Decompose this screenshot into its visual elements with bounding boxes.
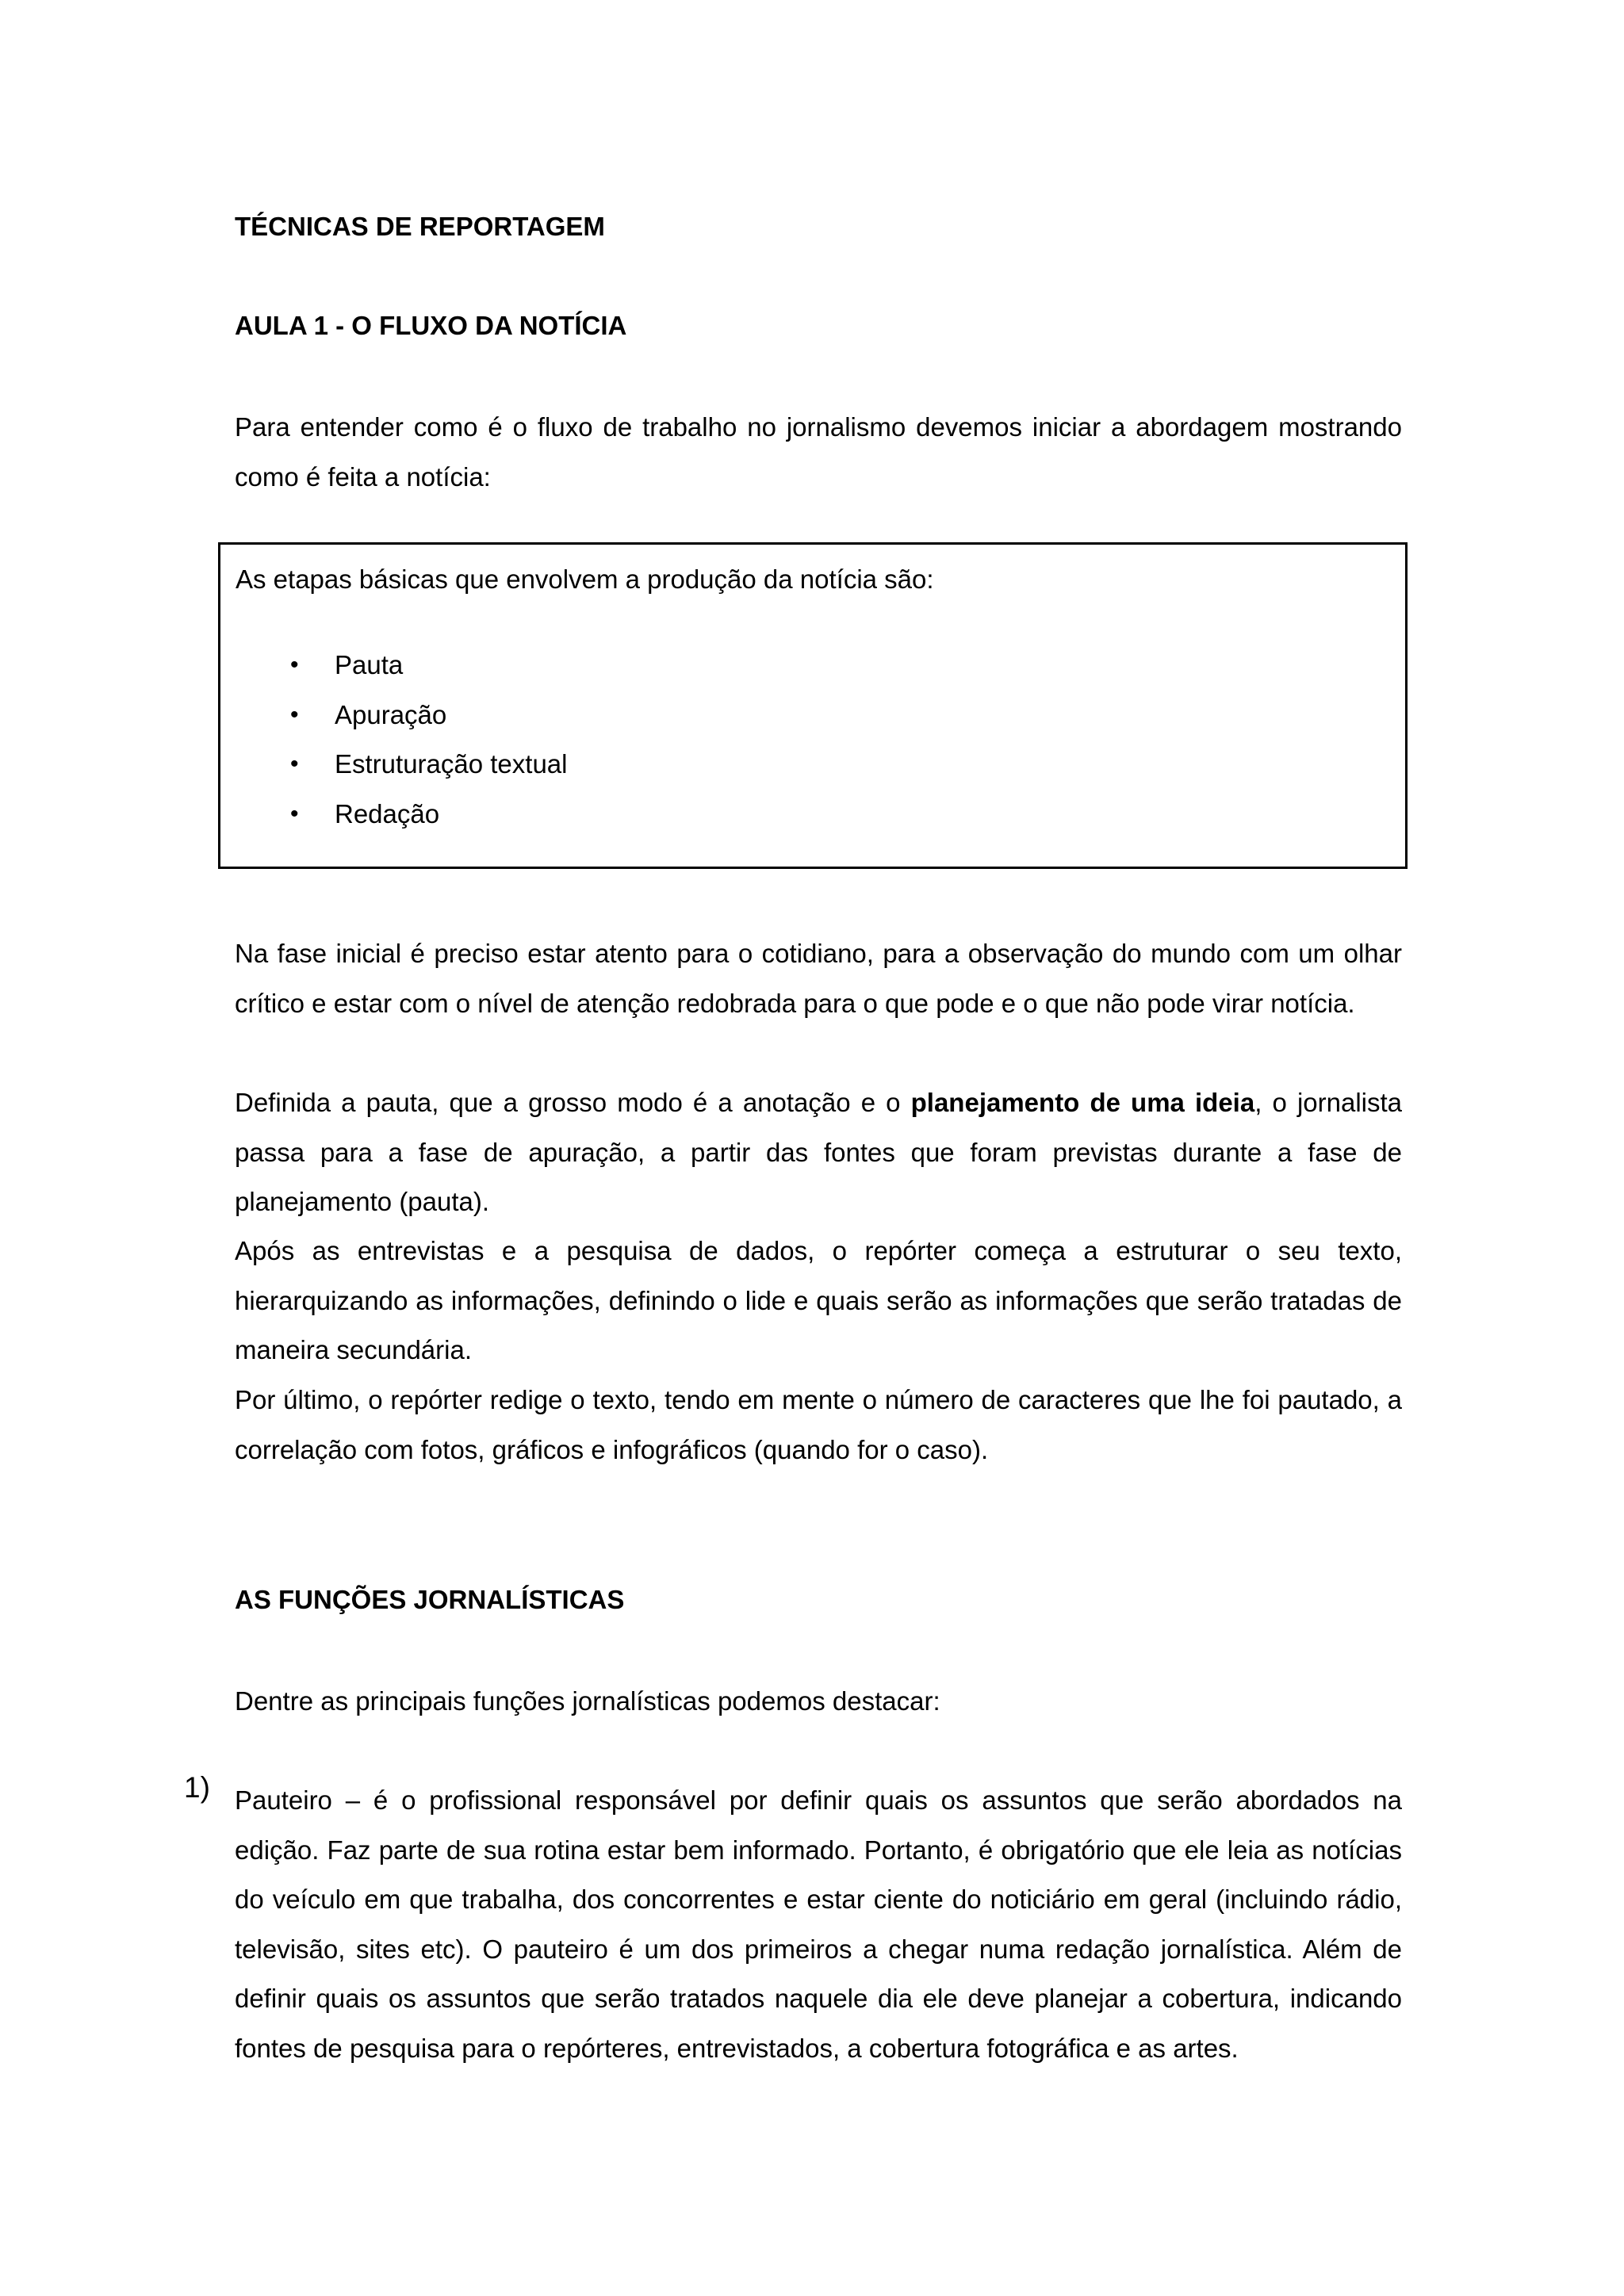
- bullet-icon: •: [290, 751, 299, 777]
- paragraph-writing: Por último, o repórter redige o texto, tendo em mente o número de caracteres que lhe foi pautado, a correlação com fotos, gráficos e infográficos (quando for o caso).: [235, 1385, 1402, 1464]
- lesson-title: AULA 1 - O FLUXO DA NOTÍCIA: [235, 311, 627, 340]
- function-number: 1): [184, 1771, 210, 1804]
- paragraph-pauta-before: Definida a pauta, que a grosso modo é a anotação e o: [235, 1088, 911, 1117]
- paragraph-pauta-bold: planejamento de uma ideia: [910, 1088, 1255, 1117]
- document-title: TÉCNICAS DE REPORTAGEM: [235, 212, 605, 241]
- bullet-icon: •: [290, 701, 299, 728]
- functions-intro: Dentre as principais funções jornalísticas podemos destacar:: [235, 1686, 940, 1716]
- stage-label: Estruturação textual: [335, 749, 568, 779]
- intro-paragraph: Para entender como é o fluxo de trabalho no jornalismo devemos iniciar a abordagem mostrando como é feita a notícia:: [235, 412, 1402, 492]
- stage-label: Pauta: [335, 650, 404, 679]
- paragraph-pauta-after: , o jornalista passa para a fase de apuração, a partir das fontes que foram previstas durante a fase de planejamento (pauta).: [235, 1088, 1403, 1216]
- paragraph-initial-phase: Na fase inicial é preciso estar atento para o cotidiano, para a observação do mundo com um olhar crítico e estar com o nível de atenção redobrada para o que pode e o que não pode virar notícia.: [235, 939, 1402, 1018]
- paragraph-pauta: [235, 1078, 1402, 1227]
- stage-label: Apuração: [335, 699, 447, 729]
- paragraph-structuring: Após as entrevistas e a pesquisa de dados, o repórter começa a estruturar o seu texto, hierarquizando as informações, definindo o lide e quais serão as informações que serão tratadas de maneira secundária.: [235, 1236, 1402, 1364]
- stages-box: [218, 542, 1408, 869]
- stages-intro: As etapas básicas que envolvem a produção da notícia são:: [236, 564, 934, 594]
- bullet-icon: •: [290, 652, 299, 678]
- stage-label: Redação: [335, 798, 440, 828]
- function-text-pauteiro: Pauteiro – é o profissional responsável por definir quais os assuntos que serão abordados na edição. Faz parte de sua rotina estar bem informado. Portanto, é obrigatório que ele leia as notícias do veículo em que trabalha, dos concorrentes e estar ciente do noticiário em geral (incluindo rádio, televisão, sites etc). O pauteiro é um dos primeiros a chegar numa redação jornalística. Além de definir quais os assuntos que serão tratados naquele dia ele deve planejar a cobertura, indicando fontes de pesquisa para o repórteres, entrevistados, a cobertura fotográfica e as artes.: [235, 1785, 1402, 2063]
- bullet-icon: •: [290, 800, 299, 827]
- functions-heading: AS FUNÇÕES JORNALÍSTICAS: [235, 1585, 625, 1614]
